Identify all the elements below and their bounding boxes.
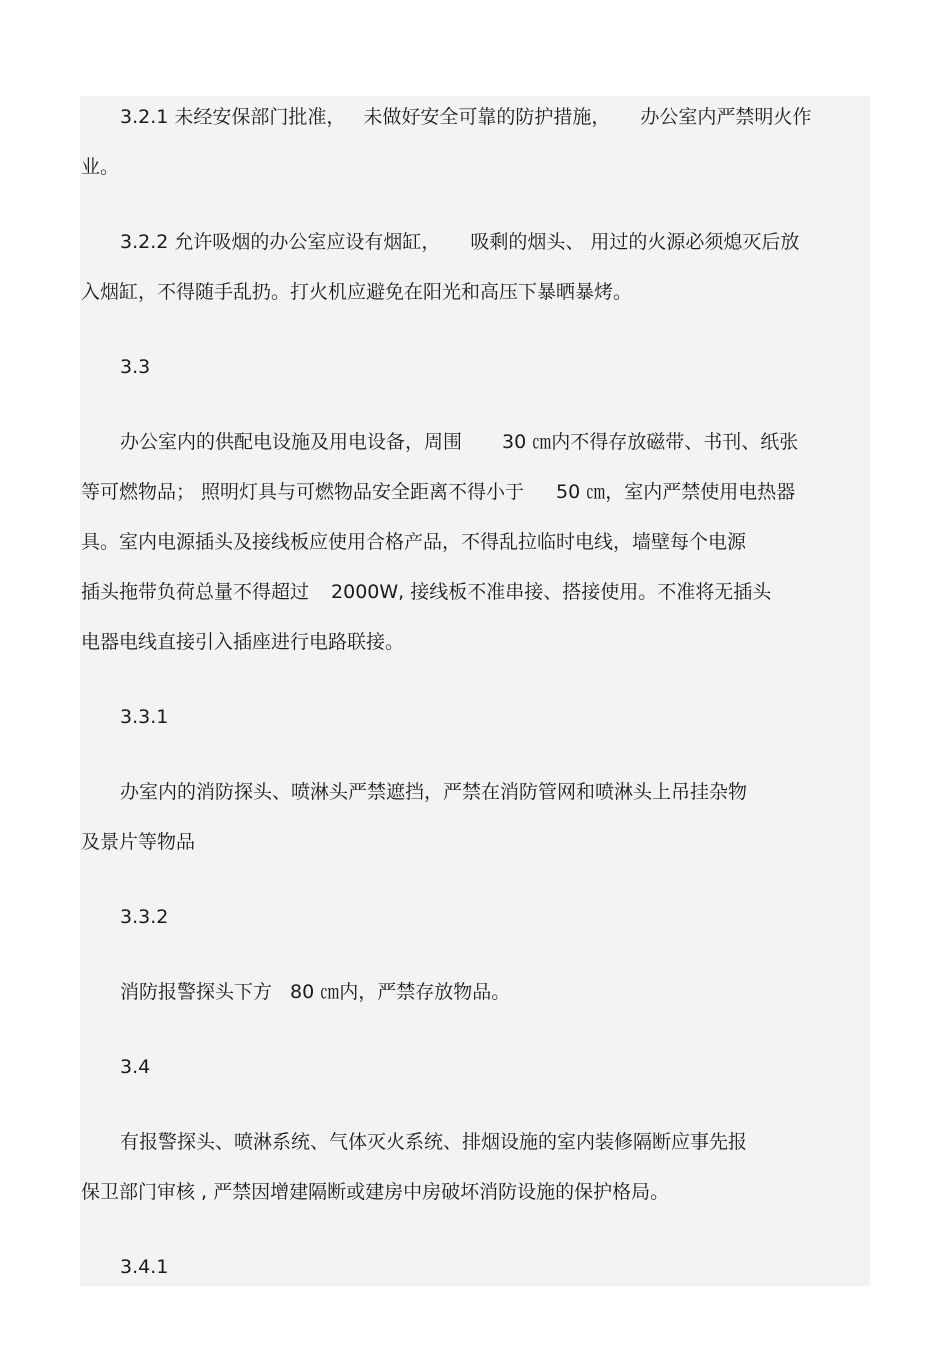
text-segment: 未做好安全可靠的防护措施， — [363, 106, 611, 128]
text-line — [81, 155, 119, 179]
text-line — [81, 480, 795, 504]
text-segment: 电器电线直接引入插座进行电路联接。 — [81, 631, 405, 653]
text-line — [120, 230, 799, 254]
text-line — [120, 105, 811, 129]
text-segment: 入烟缸，不得随手乱扔。打火机应避免在阳光和高压下暴晒暴烤。 — [81, 281, 633, 303]
text-line — [81, 580, 771, 604]
text-line — [81, 830, 195, 854]
text-line — [120, 1130, 747, 1154]
text-segment: 3.3.1 — [120, 706, 169, 728]
section-number — [120, 905, 168, 929]
text-segment: 办室内的消防探头、喷淋头严禁遮挡，严禁在消防管网和喷淋头上吊挂杂物 — [120, 781, 748, 803]
text-segment: 50 ㎝，室内严禁使用电热器 — [556, 481, 796, 503]
text-line — [120, 980, 510, 1004]
text-segment: 业。 — [81, 156, 120, 178]
text-segment: 消防报警探头下方 — [120, 981, 273, 1003]
text-line — [120, 780, 747, 804]
section-number — [120, 355, 150, 379]
text-line — [81, 530, 746, 554]
text-line — [120, 430, 798, 454]
text-segment: 吸剩的烟头、 用过的火源必须熄灭后放 — [470, 231, 800, 253]
text-segment: 3.3 — [120, 356, 151, 378]
text-segment: 3.3.2 — [120, 906, 169, 928]
section-number — [120, 1255, 168, 1279]
section-number — [120, 705, 168, 729]
text-segment: 30 ㎝内不得存放磁带、书刊、纸张 — [502, 431, 799, 453]
section-number — [120, 1055, 150, 1079]
text-segment: 插头拖带负荷总量不得超过 — [81, 581, 310, 603]
document-page — [80, 96, 870, 1286]
text-segment: 等可燃物品； 照明灯具与可燃物品安全距离不得小于 — [81, 481, 525, 503]
text-segment: 3.2.2 允许吸烟的办公室应设有烟缸， — [120, 231, 441, 253]
text-segment: 3.4 — [120, 1056, 151, 1078]
text-line — [81, 1180, 669, 1204]
text-segment: 办公室内严禁明火作 — [640, 106, 812, 128]
text-segment: 保卫部门审核 , 严禁因增建隔断或建房中房破坏消防设施的保护格局。 — [81, 1181, 670, 1203]
text-segment: 80 ㎝内，严禁存放物品。 — [290, 981, 511, 1003]
text-segment: 及景片等物品 — [81, 831, 196, 853]
text-segment: 具。室内电源插头及接线板应使用合格产品，不得乱拉临时电线，墙壁每个电源 — [81, 531, 747, 553]
text-segment: 有报警探头、喷淋系统、气体灭火系统、排烟设施的室内装修隔断应事先报 — [120, 1131, 748, 1153]
text-segment: 3.2.1 未经安保部门批准， — [120, 106, 346, 128]
text-segment: 2000W, 接线板不准串接、搭接使用。不准将无插头 — [331, 581, 772, 603]
text-line — [81, 630, 404, 654]
text-segment: 办公室内的供配电设施及用电设备，周围 — [120, 431, 463, 453]
text-segment: 3.4.1 — [120, 1256, 169, 1278]
text-line — [81, 280, 632, 304]
